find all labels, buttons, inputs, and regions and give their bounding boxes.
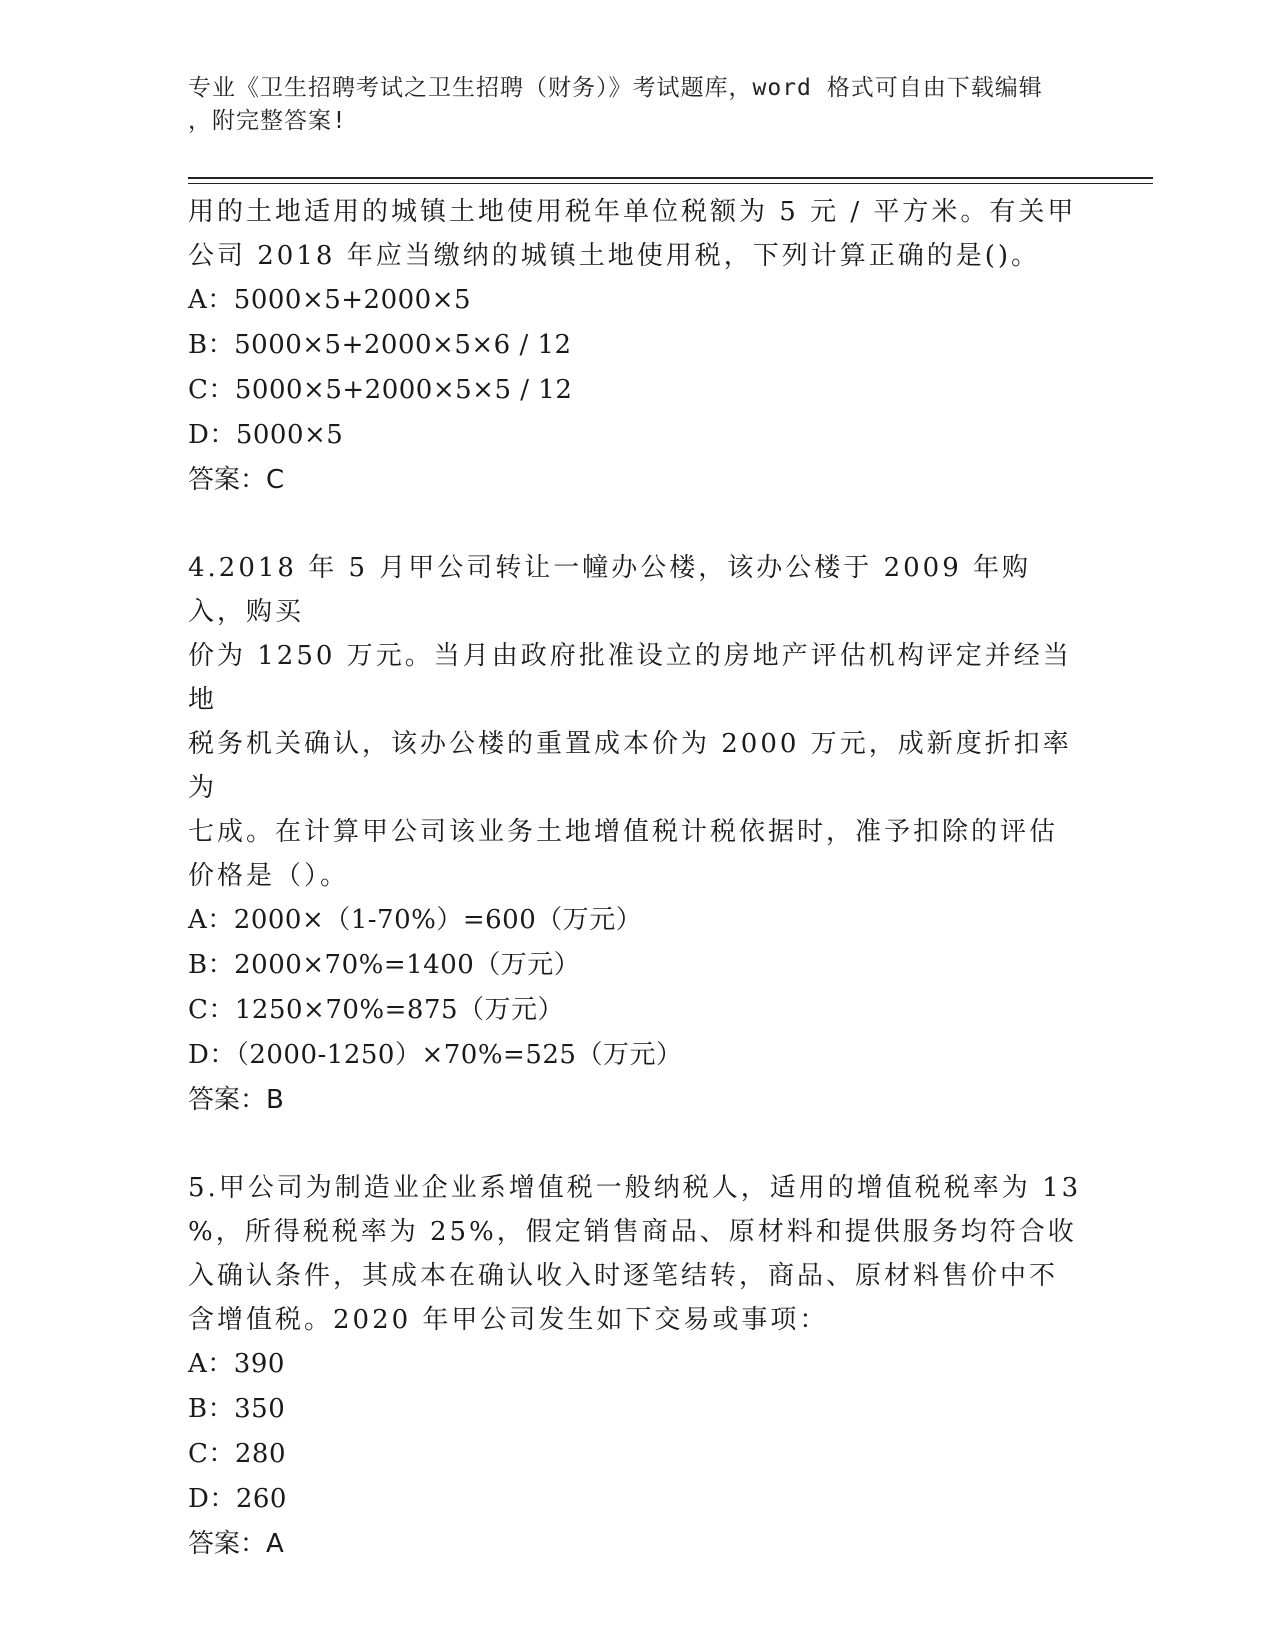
question-4-option-d: D：（2000-1250）×70%=525（万元）	[188, 1040, 683, 1070]
question-3-option-d: D：5000×5	[188, 420, 344, 450]
question-3	[188, 190, 1088, 502]
question-5-option-c: C：280	[188, 1439, 287, 1469]
question-4-text-line-4: 七成。在计算甲公司该业务土地增值税计税依据时，准予扣除的评估	[188, 817, 1059, 847]
question-5-text-line-4: 含增值税。2020 年甲公司发生如下交易或事项：	[188, 1305, 829, 1335]
question-4-option-a: A：2000×（1-70%）=600（万元）	[188, 905, 643, 935]
question-5-option-d: D：260	[188, 1484, 287, 1514]
question-4-text-line-1: 4.2018 年 5 月甲公司转让一幢办公楼，该办公楼于 2009 年购入，购买	[188, 553, 1032, 627]
question-4-text-line-2: 价为 1250 万元。当月由政府批准设立的房地产评估机构评定并经当地	[188, 641, 1072, 715]
header-rule-thin	[188, 183, 1153, 184]
question-4-option-c: C：1250×70%=875（万元）	[188, 995, 565, 1025]
question-5-text-line-3: 入确认条件，其成本在确认收入时逐笔结转，商品、原材料售价中不	[188, 1261, 1059, 1291]
question-4-answer: 答案：B	[188, 1085, 284, 1115]
question-3-option-a: A：5000×5+2000×5	[188, 285, 472, 315]
header-line-1: 专业《卫生招聘考试之卫生招聘（财务）》考试题库，word 格式可自由下载编辑	[188, 75, 1043, 101]
question-5-answer: 答案：A	[188, 1529, 284, 1559]
spacer	[188, 1122, 1088, 1166]
question-5-option-b: B：350	[188, 1394, 286, 1424]
question-5-text-line-2: %，所得税税率为 25%，假定销售商品、原材料和提供服务均符合收	[188, 1217, 1077, 1247]
header-line-2: ，附完整答案!	[188, 108, 347, 134]
question-3-answer: 答案：C	[188, 465, 285, 495]
question-4	[188, 546, 1088, 1122]
question-4-text-line-5: 价格是（）。	[188, 861, 350, 891]
question-3-option-c: C：5000×5+2000×5×5 / 12	[188, 375, 573, 405]
question-3-option-b: B：5000×5+2000×5×6 / 12	[188, 330, 572, 360]
question-4-text-line-3: 税务机关确认，该办公楼的重置成本价为 2000 万元，成新度折扣率为	[188, 729, 1072, 803]
header-rule-thick	[188, 177, 1153, 179]
document-body	[188, 190, 1088, 1566]
question-5-text-line-1: 5.甲公司为制造业企业系增值税一般纳税人，适用的增值税税率为 13	[188, 1173, 1082, 1203]
question-5	[188, 1166, 1088, 1566]
question-3-text-line-1: 用的土地适用的城镇土地使用税年单位税额为 5 元 / 平方米。有关甲	[188, 197, 1077, 227]
question-3-text-line-2: 公司 2018 年应当缴纳的城镇土地使用税，下列计算正确的是()。	[188, 241, 1040, 271]
spacer	[188, 502, 1088, 546]
question-5-option-a: A：390	[188, 1349, 285, 1379]
document-header	[188, 72, 1068, 138]
question-4-option-b: B：2000×70%=1400（万元）	[188, 950, 581, 980]
